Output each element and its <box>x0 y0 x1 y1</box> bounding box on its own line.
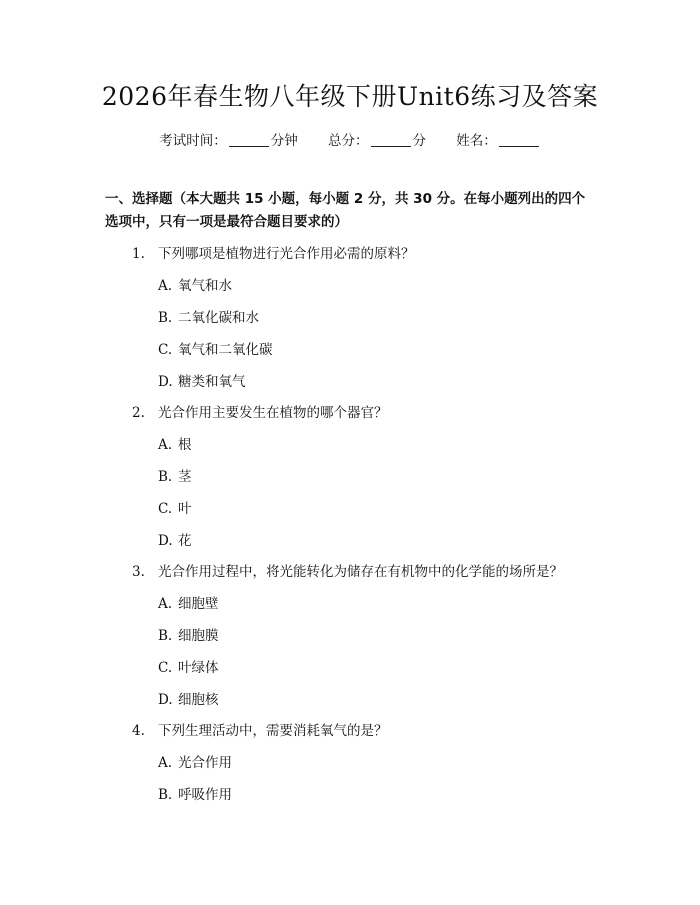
option-text: 细胞膜 <box>178 628 219 644</box>
option-letter: A. <box>158 596 173 612</box>
question-text: 光合作用主要发生在植物的哪个器官？ <box>158 405 388 421</box>
page-title: 2026年春生物八年级下册Unit6练习及答案 <box>101 82 599 111</box>
answer-option <box>158 785 232 805</box>
answer-option <box>158 499 192 519</box>
answer-option <box>158 372 246 392</box>
option-text: 根 <box>178 437 192 453</box>
answer-option <box>158 626 219 646</box>
total-score-label: 总分： <box>328 133 369 149</box>
option-text: 光合作用 <box>178 755 232 771</box>
option-text: 氧气和二氧化碳 <box>178 342 273 358</box>
question-text: 光合作用过程中，将光能转化为储存在有机物中的化学能的场所是？ <box>158 564 563 580</box>
answer-option <box>158 435 192 455</box>
option-letter: B. <box>158 310 173 326</box>
option-letter: A. <box>158 278 173 294</box>
question-item <box>132 403 388 423</box>
answer-option <box>158 467 192 487</box>
option-text: 氧气和水 <box>178 278 232 294</box>
option-letter: B. <box>158 787 173 803</box>
question-number: 1. <box>132 246 145 262</box>
question-number: 2. <box>132 405 145 421</box>
option-text: 花 <box>178 533 192 549</box>
answer-option <box>158 531 192 551</box>
question-text: 下列哪项是植物进行光合作用必需的原料？ <box>158 246 415 262</box>
exam-info-line <box>0 131 700 151</box>
total-score-field <box>328 131 426 151</box>
option-letter: B. <box>158 628 173 644</box>
option-letter: C. <box>158 501 173 517</box>
option-text: 二氧化碳和水 <box>178 310 259 326</box>
student-name-field <box>456 131 541 151</box>
option-letter: B. <box>158 469 173 485</box>
question-item <box>132 244 415 264</box>
option-letter: A. <box>158 437 173 453</box>
total-score-blank <box>371 132 411 147</box>
question-text: 下列生理活动中，需要消耗氧气的是？ <box>158 723 388 739</box>
student-name-label: 姓名： <box>456 133 497 149</box>
option-text: 叶 <box>178 501 192 517</box>
option-letter: D. <box>158 374 173 390</box>
exam-time-label: 考试时间： <box>159 133 227 149</box>
option-letter: C. <box>158 342 173 358</box>
option-text: 细胞壁 <box>178 596 219 612</box>
option-letter: C. <box>158 660 173 676</box>
student-name-blank <box>499 132 539 147</box>
answer-option <box>158 594 219 614</box>
answer-option <box>158 340 273 360</box>
total-score-unit: 分 <box>412 133 426 149</box>
question-number: 3. <box>132 564 145 580</box>
option-text: 糖类和氧气 <box>178 374 246 390</box>
option-letter: D. <box>158 692 173 708</box>
question-number: 4. <box>132 723 145 739</box>
answer-option <box>158 753 232 773</box>
exam-time-blank <box>229 132 269 147</box>
question-item <box>132 721 388 741</box>
option-text: 叶绿体 <box>178 660 219 676</box>
question-item <box>132 562 563 582</box>
exam-time-field <box>159 131 298 151</box>
answer-option <box>158 308 259 328</box>
section-heading: 一、选择题（本大题共 15 小题，每小题 2 分，共 30 分。在每小题列出的四个选项中，只有一项是最符合题目要求的） <box>105 191 586 230</box>
option-text: 茎 <box>178 469 192 485</box>
exam-time-unit: 分钟 <box>270 133 298 149</box>
option-letter: A. <box>158 755 173 771</box>
answer-option <box>158 658 219 678</box>
answer-option <box>158 276 232 296</box>
option-text: 呼吸作用 <box>178 787 232 803</box>
option-letter: D. <box>158 533 173 549</box>
answer-option <box>158 690 219 710</box>
option-text: 细胞核 <box>178 692 219 708</box>
